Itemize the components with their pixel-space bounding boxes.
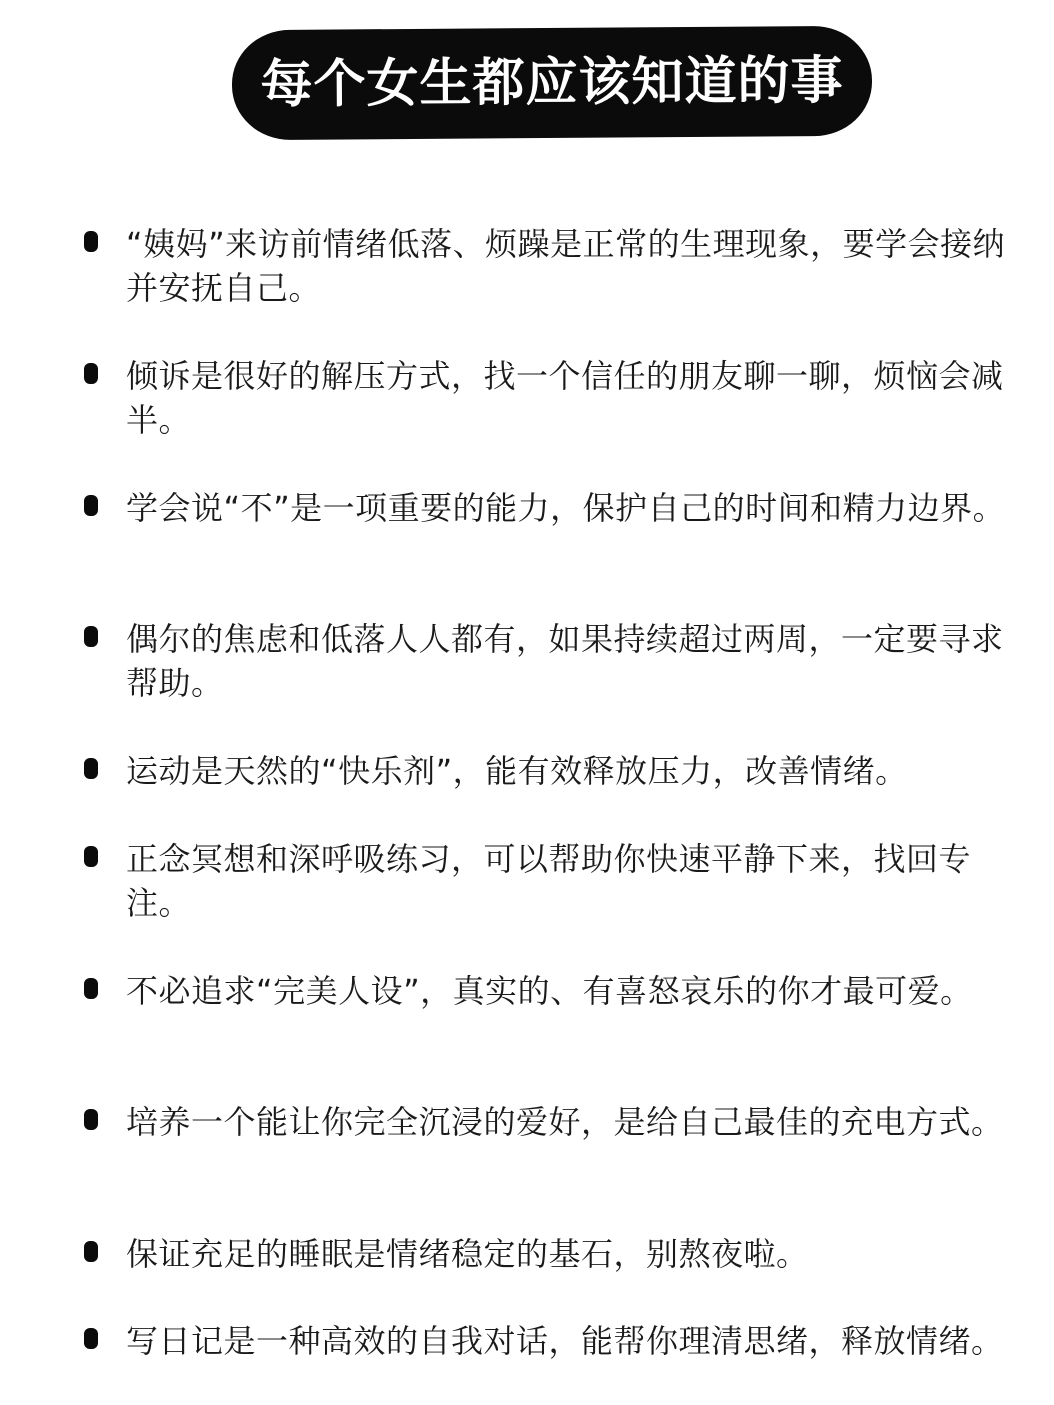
list-item bbox=[84, 354, 1014, 442]
bullet-icon bbox=[84, 758, 98, 779]
list-item bbox=[84, 486, 1014, 530]
page-title: 每个女生都应该知道的事 bbox=[260, 50, 844, 116]
list-item-text: “姨妈”来访前情绪低落、烦躁是正常的生理现象，要学会接纳并安抚自己。 bbox=[126, 225, 1006, 307]
list-item-text: 写日记是一种高效的自我对话，能帮你理清思绪，释放情绪。 bbox=[126, 1322, 1004, 1360]
list-item bbox=[84, 617, 1014, 705]
list-item bbox=[84, 837, 1014, 925]
bullet-icon bbox=[84, 495, 98, 516]
list-item bbox=[84, 1100, 1014, 1144]
list-item bbox=[84, 1319, 1014, 1363]
bullet-icon bbox=[84, 626, 98, 647]
bullet-icon bbox=[84, 1328, 98, 1349]
bullet-icon bbox=[84, 1109, 98, 1130]
bullet-icon bbox=[84, 231, 98, 252]
bullet-icon bbox=[84, 363, 98, 384]
list-item bbox=[84, 222, 1014, 310]
list-item-text: 不必追求“完美人设”，真实的、有喜怒哀乐的你才最可爱。 bbox=[126, 972, 973, 1010]
list-item bbox=[84, 749, 1014, 793]
list-item bbox=[84, 1232, 1014, 1276]
bullet-icon bbox=[84, 978, 98, 999]
list-item-text: 正念冥想和深呼吸练习，可以帮助你快速平静下来，找回专注。 bbox=[126, 840, 972, 922]
list-item-text: 培养一个能让你完全沉浸的爱好，是给自己最佳的充电方式。 bbox=[126, 1103, 1004, 1141]
list-item-text: 学会说“不”是一项重要的能力，保护自己的时间和精力边界。 bbox=[126, 489, 1006, 527]
list-item-text: 运动是天然的“快乐剂”，能有效释放压力，改善情绪。 bbox=[126, 752, 908, 790]
bullet-icon bbox=[84, 846, 98, 867]
list-item-text: 偶尔的焦虑和低落人人都有，如果持续超过两周，一定要寻求帮助。 bbox=[126, 620, 1004, 702]
list-item-text: 倾诉是很好的解压方式，找一个信任的朋友聊一聊，烦恼会减半。 bbox=[126, 357, 1004, 439]
list-item bbox=[84, 969, 1014, 1013]
bullet-icon bbox=[84, 1241, 98, 1262]
list-item-text: 保证充足的睡眠是情绪稳定的基石，别熬夜啦。 bbox=[126, 1235, 809, 1273]
